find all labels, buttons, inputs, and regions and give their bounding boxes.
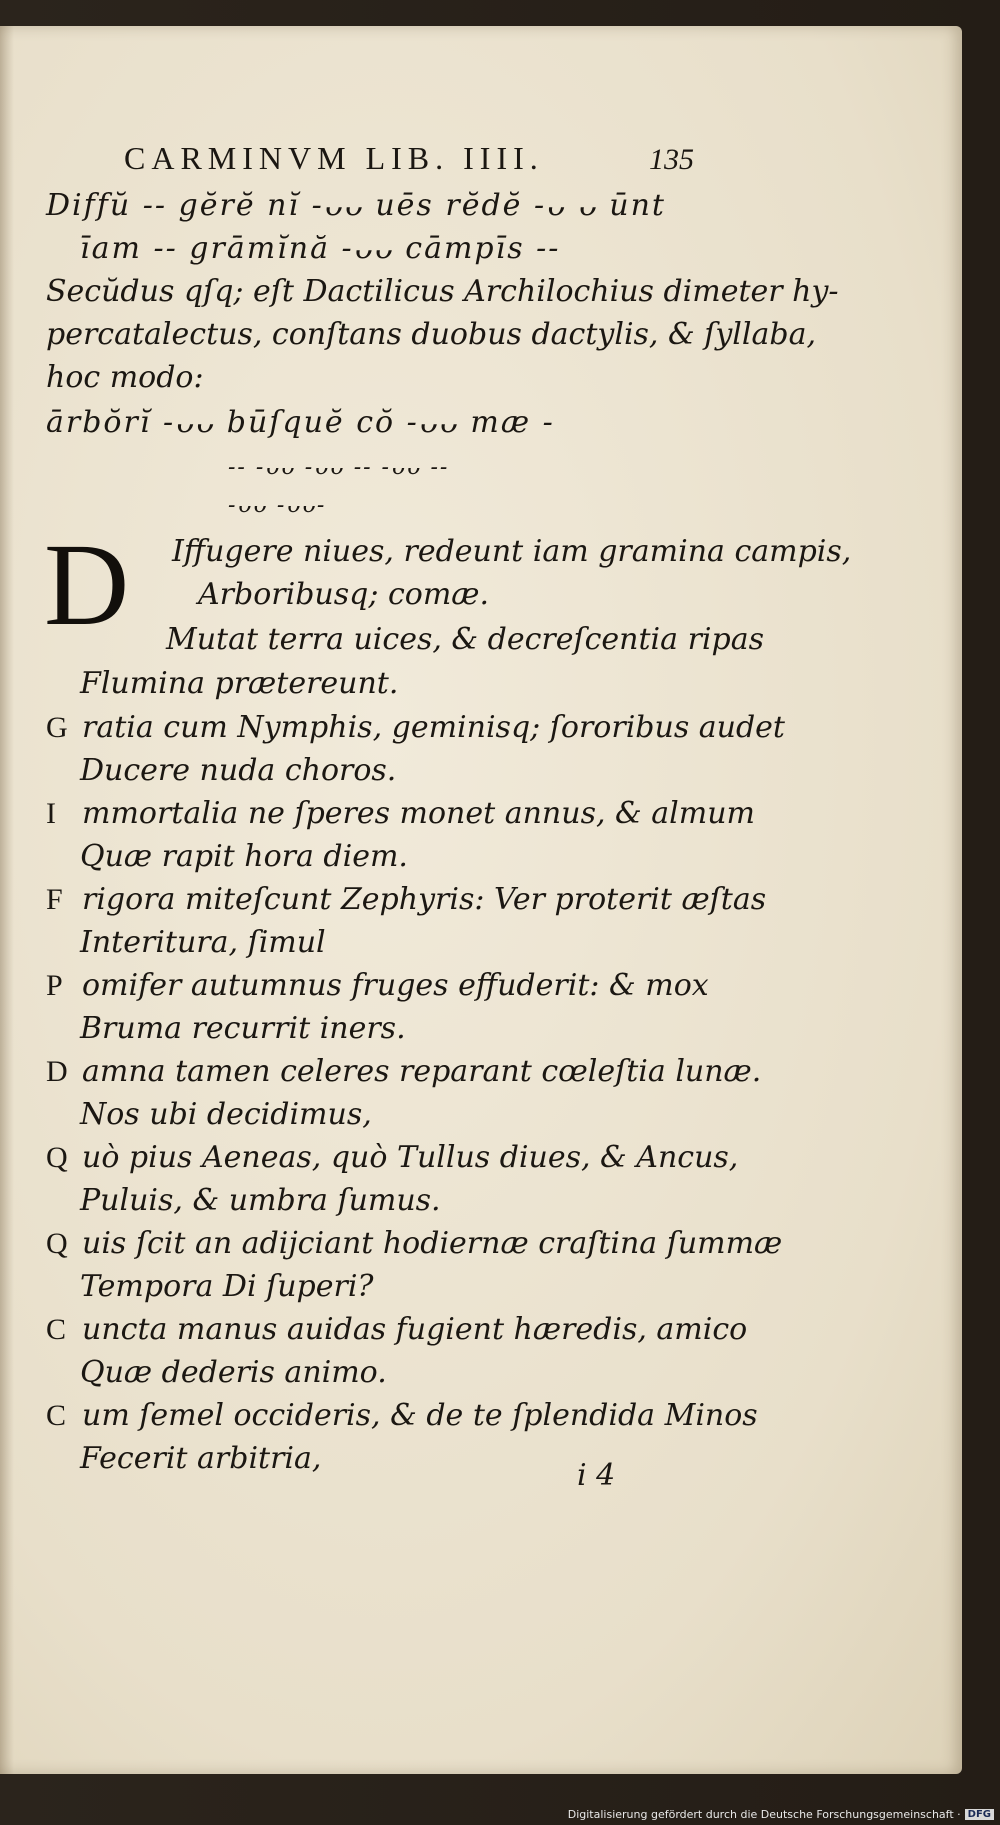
stanza-line: D amna tamen celeres reparant cœleſtia lunæ.	[46, 1050, 761, 1093]
credit-text: Digitalisierung gefördert durch die Deutsche Forschungsgemeinschaft ·	[567, 1808, 961, 1821]
meter-line: īam -- grāmĭnă -ᴗᴗ cāmpīs --	[80, 231, 561, 266]
running-title: CARMINVM LIB. IIII.	[124, 140, 544, 176]
stanza-line: Ducere nuda choros.	[80, 753, 397, 788]
stanza-initial: I	[46, 797, 56, 830]
digitization-credit	[568, 1808, 994, 1821]
stanza-line: Q uis ſcit an adijciant hodiernæ craſtina ſummæ	[46, 1222, 782, 1265]
prose-line: percatalectus, conſtans duobus dactylis, & ſyllaba,	[46, 317, 816, 352]
stanza-line: I mmortalia ne ſperes monet annus, & almum	[46, 792, 755, 835]
stanza-line: C uncta manus auidas fugient hæredis, amico	[46, 1308, 747, 1351]
stanza-initial: P	[46, 969, 63, 1002]
book-page	[0, 26, 962, 1774]
prose-line: hoc modo:	[46, 360, 204, 395]
stanza-line: P omifer autumnus fruges effuderit: & mox	[46, 964, 709, 1007]
stanza-line: Puluis, & umbra ſumus.	[80, 1183, 441, 1218]
stanza-line: C um ſemel occideris, & de te ſplendida Minos	[46, 1394, 758, 1437]
stanza-initial: F	[46, 883, 63, 916]
stanza-line: Q uò pius Aeneas, quò Tullus diues, & Ancus,	[46, 1136, 738, 1179]
meter-line: ārbŏrĭ -ᴗᴗ būſquĕ cŏ -ᴗᴗ mæ -	[46, 405, 555, 440]
stanza-line: Bruma recurrit iners.	[80, 1011, 406, 1046]
stanza-initial: C	[46, 1399, 67, 1432]
prose-line: Secŭdus qſq; eſt Dactilicus Archilochius dimeter hy-	[46, 274, 839, 309]
stanza-initial: Q	[46, 1141, 68, 1174]
stanza-initial: Q	[46, 1227, 68, 1260]
stanza-line: Interitura, ſimul	[80, 925, 326, 960]
stanza-line: Tempora Di ſuperi?	[80, 1269, 374, 1304]
drop-capital: D	[44, 519, 130, 650]
stanza-line: G ratia cum Nymphis, geminisq; ſororibus audet	[46, 706, 785, 749]
stanza-initial: G	[46, 711, 68, 744]
stanza-initial: D	[46, 1055, 68, 1088]
signature-mark: i 4	[577, 1458, 616, 1493]
poem-line: Mutat terra uices, & decreſcentia ripas	[166, 622, 764, 657]
stanza-line: F rigora miteſcunt Zephyris: Ver proterit æſtas	[46, 878, 766, 921]
meter-scheme: -ᴗᴗ -ᴗᴗ-	[228, 493, 327, 518]
poem-line: Arboribusq; comæ.	[198, 577, 490, 612]
dfg-logo: DFG	[965, 1809, 994, 1820]
page-number: 135	[649, 143, 694, 176]
stanza-initial: C	[46, 1313, 67, 1346]
stanza-line: Quæ dederis animo.	[80, 1355, 387, 1390]
poem-line: Flumina prætereunt.	[80, 666, 399, 701]
stanza-line: Quæ rapit hora diem.	[80, 839, 408, 874]
meter-scheme: -- -ᴗᴗ -ᴗᴗ -- -ᴗᴗ --	[228, 455, 450, 480]
running-header	[124, 140, 694, 177]
meter-line: Diffŭ -- gĕrĕ nĭ -ᴗᴗ uēs rĕdĕ -ᴗ ᴗ ūnt	[46, 188, 666, 223]
stanza-line: Nos ubi decidimus,	[80, 1097, 372, 1132]
poem-line: Iffugere niues, redeunt iam gramina campis,	[172, 534, 852, 569]
stanza-line: Fecerit arbitria,	[80, 1441, 322, 1476]
